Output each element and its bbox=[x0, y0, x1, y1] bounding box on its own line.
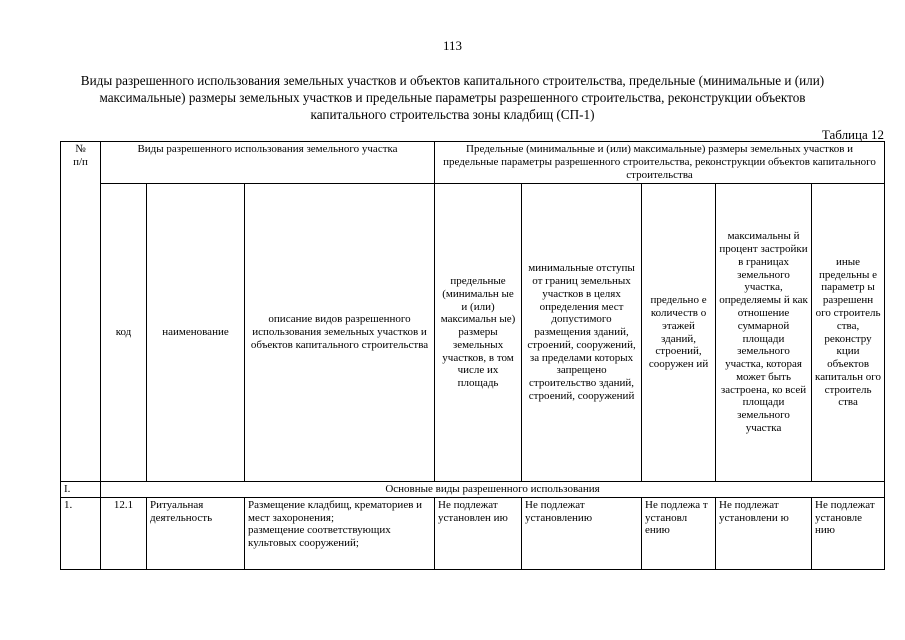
row-code: 12.1 bbox=[101, 497, 147, 569]
section-title: Основные виды разрешенного использования bbox=[101, 482, 885, 498]
row-name: Ритуальная деятельность bbox=[147, 497, 245, 569]
row-coverage: Не подлежат установлени ю bbox=[716, 497, 812, 569]
header-setbacks: минимальные отступы от границ земельных участков в целях определения мест допустимого размещения зданий, строений, сооружений, за пределами которых запрещено строительство зданий, строений, сооружений bbox=[522, 184, 642, 482]
document-title: Виды разрешенного использования земельных участков и объектов капитального строительства, предельные (минимальные и (или) максимальные) размеры земельных участков и предельные параметры разрешенного строительства, реконструкции объектов капитального строительства зоны кладбищ (СП-1) bbox=[80, 73, 825, 122]
header-coverage: максимальны й процент застройки в границах земельного участка, определяемы й как отношение суммарной площади земельного участка, которая может быть застроена, ко всей площади земельного участка bbox=[716, 184, 812, 482]
header-description: описание видов разрешенного использования земельных участков и объектов капитального строительства bbox=[245, 184, 435, 482]
row-num: 1. bbox=[61, 497, 101, 569]
header-code: код bbox=[101, 184, 147, 482]
page-number: 113 bbox=[442, 38, 463, 53]
zoning-table bbox=[60, 141, 885, 570]
table-label: Таблица 12 bbox=[821, 127, 884, 142]
header-name: наименование bbox=[147, 184, 245, 482]
row-sizes: Не подлежат установлен ию bbox=[435, 497, 522, 569]
header-floors: предельно е количеств о этажей зданий, строений, сооружен ий bbox=[642, 184, 716, 482]
table-row bbox=[61, 497, 885, 569]
row-other: Не подлежат установле нию bbox=[812, 497, 885, 569]
header-other: иные предельны е параметр ы разрешенн ого строитель ства, реконстру кции объектов капитальн ого строитель ства bbox=[812, 184, 885, 482]
header-types-group: Виды разрешенного использования земельного участка bbox=[101, 142, 435, 184]
section-row bbox=[61, 482, 885, 498]
header-params-group: Предельные (минимальные и (или) максимальные) размеры земельных участков и предельные параметры разрешенного строительства, реконструкции объектов капитального строительства bbox=[435, 142, 885, 184]
row-floors: Не подлежа т установл ению bbox=[642, 497, 716, 569]
row-description: Размещение кладбищ, крематориев и мест захоронения; размещение соответствующих культовых сооружений; bbox=[245, 497, 435, 569]
row-setbacks: Не подлежат установлению bbox=[522, 497, 642, 569]
header-num: № п/п bbox=[61, 142, 101, 482]
section-num: I. bbox=[61, 482, 101, 498]
header-sizes: предельные (минимальн ые и (или) максимальн ые) размеры земельных участков, в том числе их площадь bbox=[435, 184, 522, 482]
